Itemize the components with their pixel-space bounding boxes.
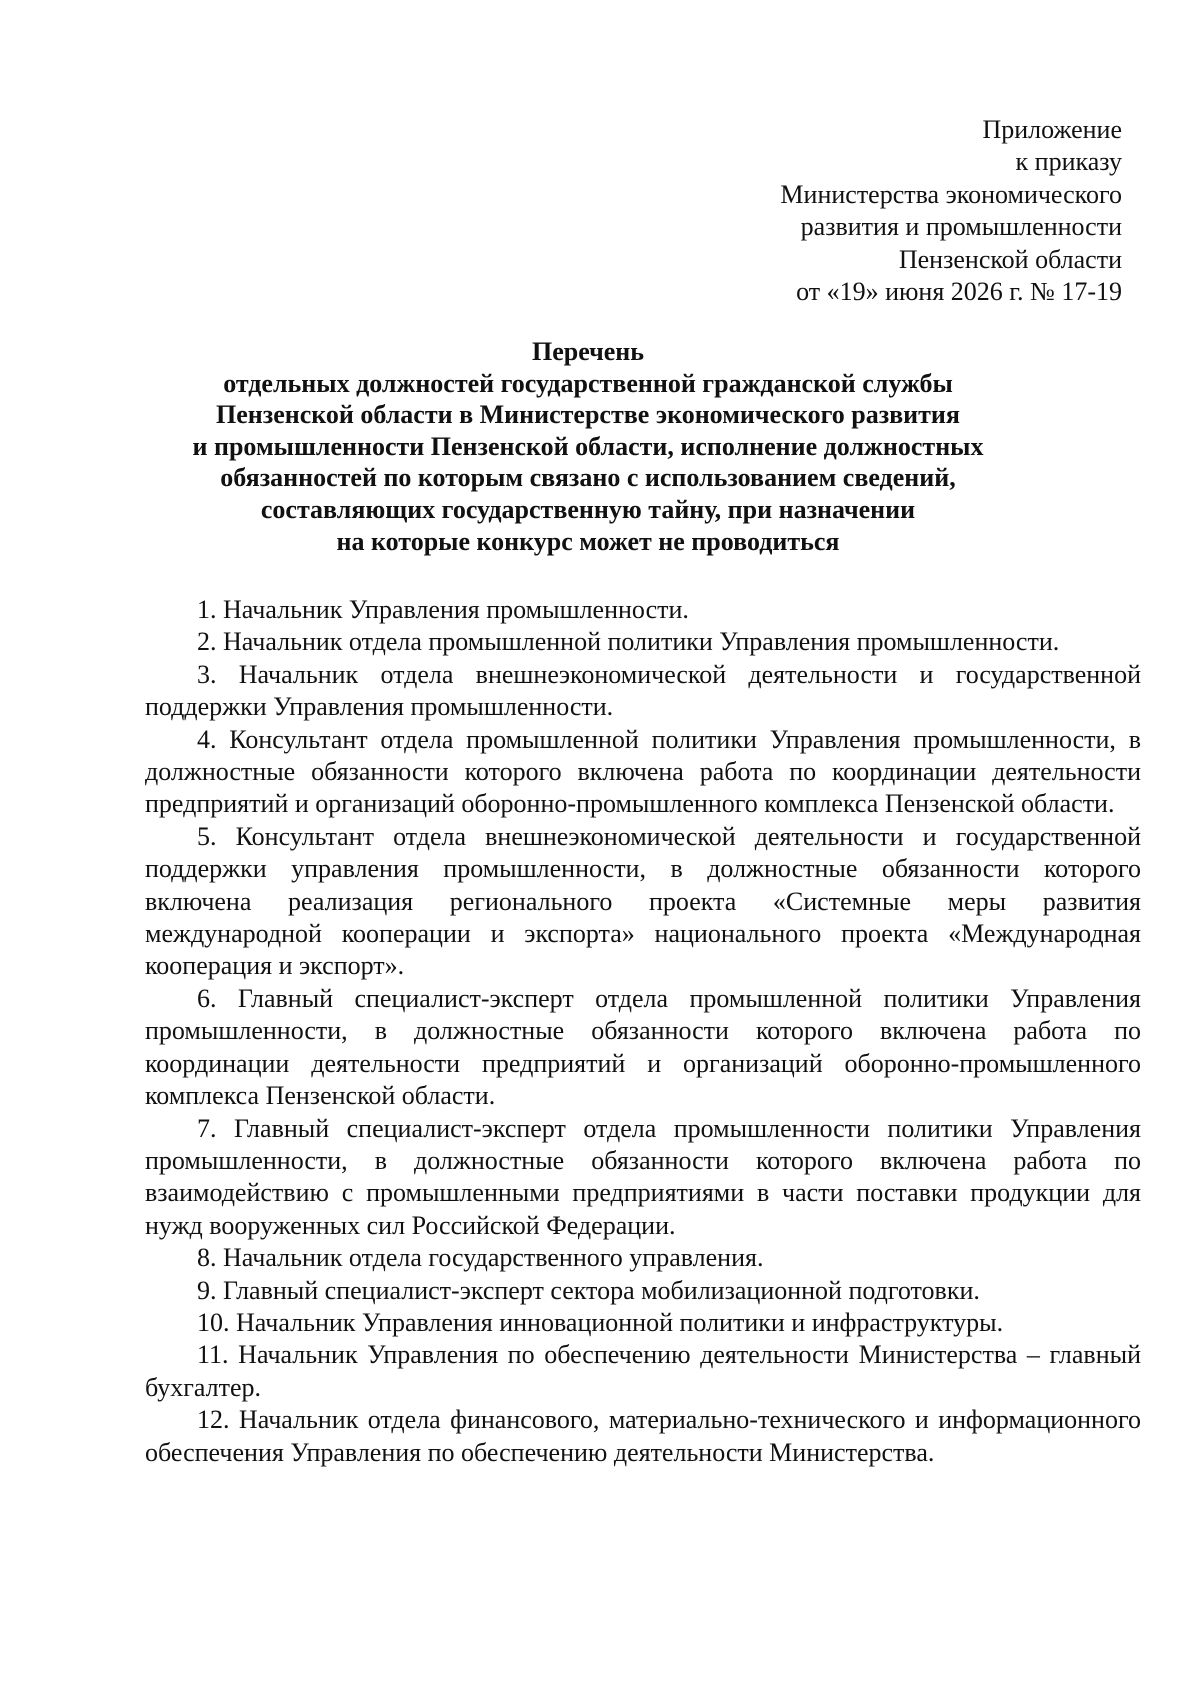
list-item: 7. Главный специалист-эксперт отдела промышленности политики Управления промышленности, в должностные обязанности которого включена работа по взаимодействию с промышленными предприятиями в части поставки продукции для нужд вооруженных сил Российской Федерации. [145, 1113, 1141, 1240]
list-item: 10. Начальник Управления инновационной политики и инфраструктуры. [197, 1307, 1004, 1337]
list-item: 6. Главный специалист-эксперт отдела промышленной политики Управления промышленности, в должностные обязанности которого включена работа по координации деятельности предприятий и организаций оборонно-промышленного комплекса Пензенской области. [145, 983, 1141, 1111]
title-line: отдельных должностей государственной гражданской службы [223, 368, 953, 398]
title-line: Пензенской области в Министерстве экономического развития [216, 400, 960, 430]
list-item: 2. Начальник отдела промышленной политики Управления промышленности. [197, 627, 1060, 657]
title-line: на которые конкурс может не проводиться [336, 526, 840, 556]
list-item: 4. Консультант отдела промышленной политики Управления промышленности, в должностные обязанности которого включена работа по координации деятельности предприятий и организаций оборонно-промышленного комплекса Пензенской области. [145, 724, 1141, 819]
list-item: 5. Консультант отдела внешнеэкономической деятельности и государственной поддержки управления промышленности, в должностные обязанности которого включена реализация регионального проекта «Системные меры развития международной кооперации и экспорта» национального проекта «Международная кооперация и экспорт». [145, 821, 1141, 981]
appendix-line: к приказу [1015, 147, 1122, 177]
positions-list [145, 594, 1141, 1469]
appendix-order-date-number: от «19» июня 2026 г. № 17-19 [796, 277, 1122, 307]
title-line: и промышленности Пензенской области, исполнение должностных [192, 431, 984, 461]
list-item: 9. Главный специалист-эксперт сектора мобилизационной подготовки. [197, 1275, 980, 1305]
document-title [130, 336, 1046, 557]
appendix-line: Министерства экономического [780, 179, 1122, 209]
title-line: составляющих государственную тайну, при назначении [260, 494, 916, 524]
title-line: обязанностей по которым связано с использованием сведений, [220, 463, 956, 493]
appendix-block [522, 114, 1122, 308]
appendix-line: Пензенской области [898, 244, 1122, 274]
list-item: 8. Начальник отдела государственного управления. [197, 1243, 764, 1273]
appendix-line: Приложение [982, 115, 1122, 144]
list-item: 1. Начальник Управления промышленности. [197, 595, 689, 624]
title-heading: Перечень [531, 337, 645, 366]
list-item: 12. Начальник отдела финансового, материально-технического и информационного обеспечения Управления по обеспечению деятельности Министерства. [145, 1405, 1141, 1467]
appendix-line: развития и промышленности [800, 212, 1122, 242]
list-item: 3. Начальник отдела внешнеэкономической деятельности и государственной поддержки Управления промышленности. [145, 659, 1141, 722]
list-item: 11. Начальник Управления по обеспечению деятельности Министерства – главный бухгалтер. [145, 1340, 1141, 1402]
